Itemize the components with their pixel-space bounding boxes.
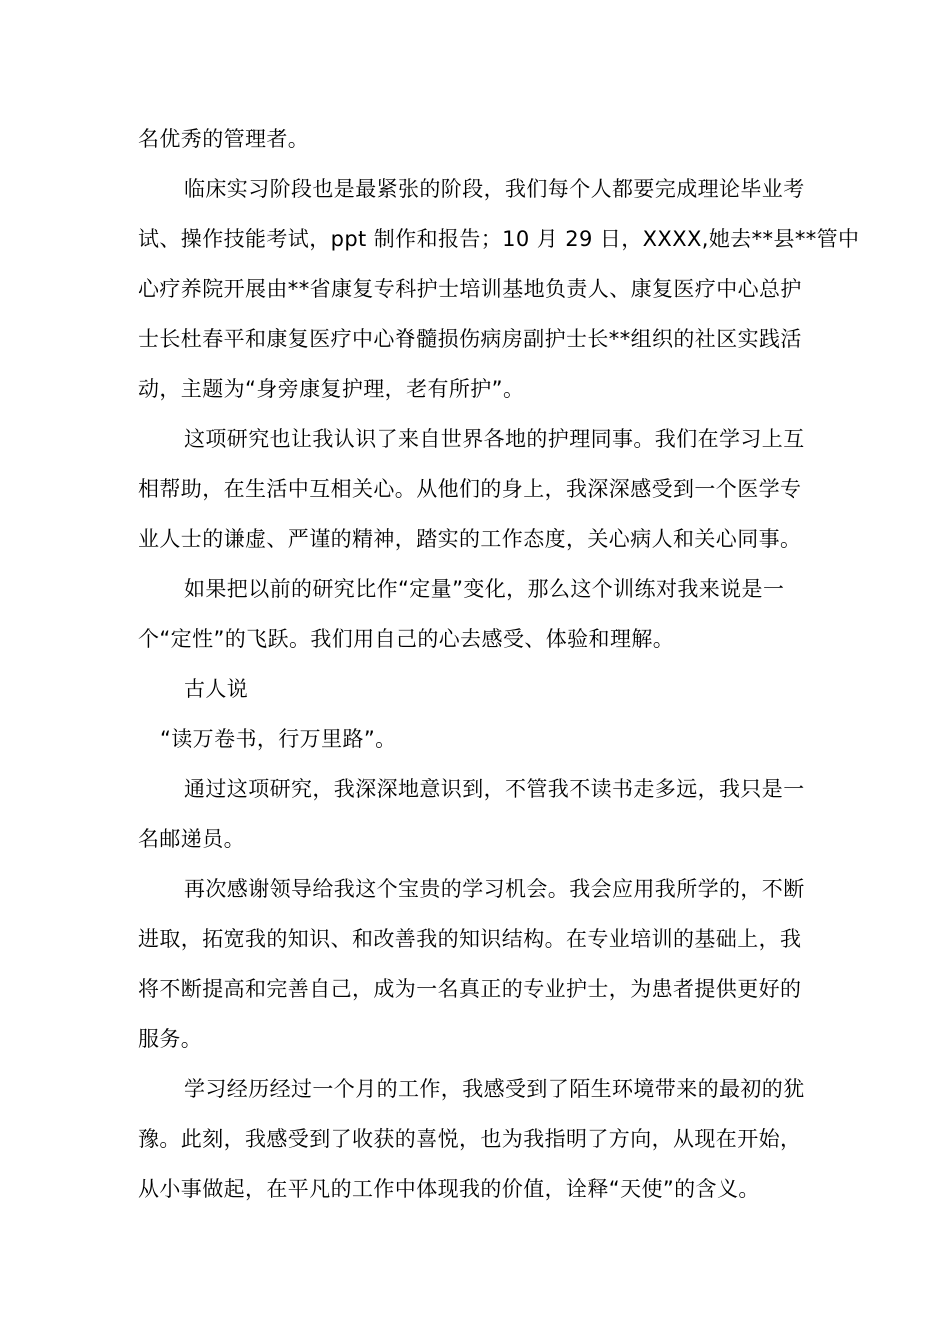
text-line: 临床实习阶段也是最紧张的阶段，我们每个人都要完成理论毕业考 <box>184 177 805 201</box>
text-line: 这项研究也让我认识了来自世界各地的护理同事。我们在学习上互 <box>184 427 805 451</box>
text-line: 士长杜春平和康复医疗中心脊髓损伤病房副护士长**组织的社区实践活 <box>138 327 802 351</box>
quote-line: “读万卷书，行万里路”。 <box>160 727 397 751</box>
text-line: 个“定性”的飞跃。我们用自己的心去感受、体验和理解。 <box>138 627 675 651</box>
text-line: 再次感谢领导给我这个宝贵的学习机会。我会应用我所学的，不断 <box>184 877 805 901</box>
text-line: 名邮递员。 <box>138 827 245 851</box>
text-line: 豫。此刻，我感受到了收获的喜悦，也为我指明了方向，从现在开始， <box>138 1127 802 1151</box>
text-line: 相帮助，在生活中互相关心。从他们的身上，我深深感受到一个医学专 <box>138 477 802 501</box>
text-line: 通过这项研究，我深深地意识到，不管我不读书走多远，我只是一 <box>184 777 805 801</box>
text-line: 业人士的谦虚、严谨的精神，踏实的工作态度，关心病人和关心同事。 <box>138 527 802 551</box>
text-line: 进取，拓宽我的知识、和改善我的知识结构。在专业培训的基础上，我 <box>138 927 802 951</box>
text-line: 心疗养院开展由**省康复专科护士培训基地负责人、康复医疗中心总护 <box>138 277 802 301</box>
text-line: 服务。 <box>138 1027 203 1051</box>
text-line: 动，主题为“身旁康复护理，老有所护”。 <box>138 377 525 401</box>
text-line: 从小事做起，在平凡的工作中体现我的价值，诠释“天使”的含义。 <box>138 1177 760 1201</box>
text-line: 试、操作技能考试，ppt 制作和报告；10 月 29 日，XXXX,她去**县**管中 <box>138 227 860 251</box>
text-line: 将不断提高和完善自己，成为一名真正的专业护士，为患者提供更好的 <box>138 977 802 1001</box>
text-line: 古人说 <box>184 677 249 701</box>
text-line: 学习经历经过一个月的工作，我感受到了陌生环境带来的最初的犹 <box>184 1077 805 1101</box>
text-line: 如果把以前的研究比作“定量”变化，那么这个训练对我来说是一 <box>184 577 785 601</box>
text-line: 名优秀的管理者。 <box>138 127 310 151</box>
